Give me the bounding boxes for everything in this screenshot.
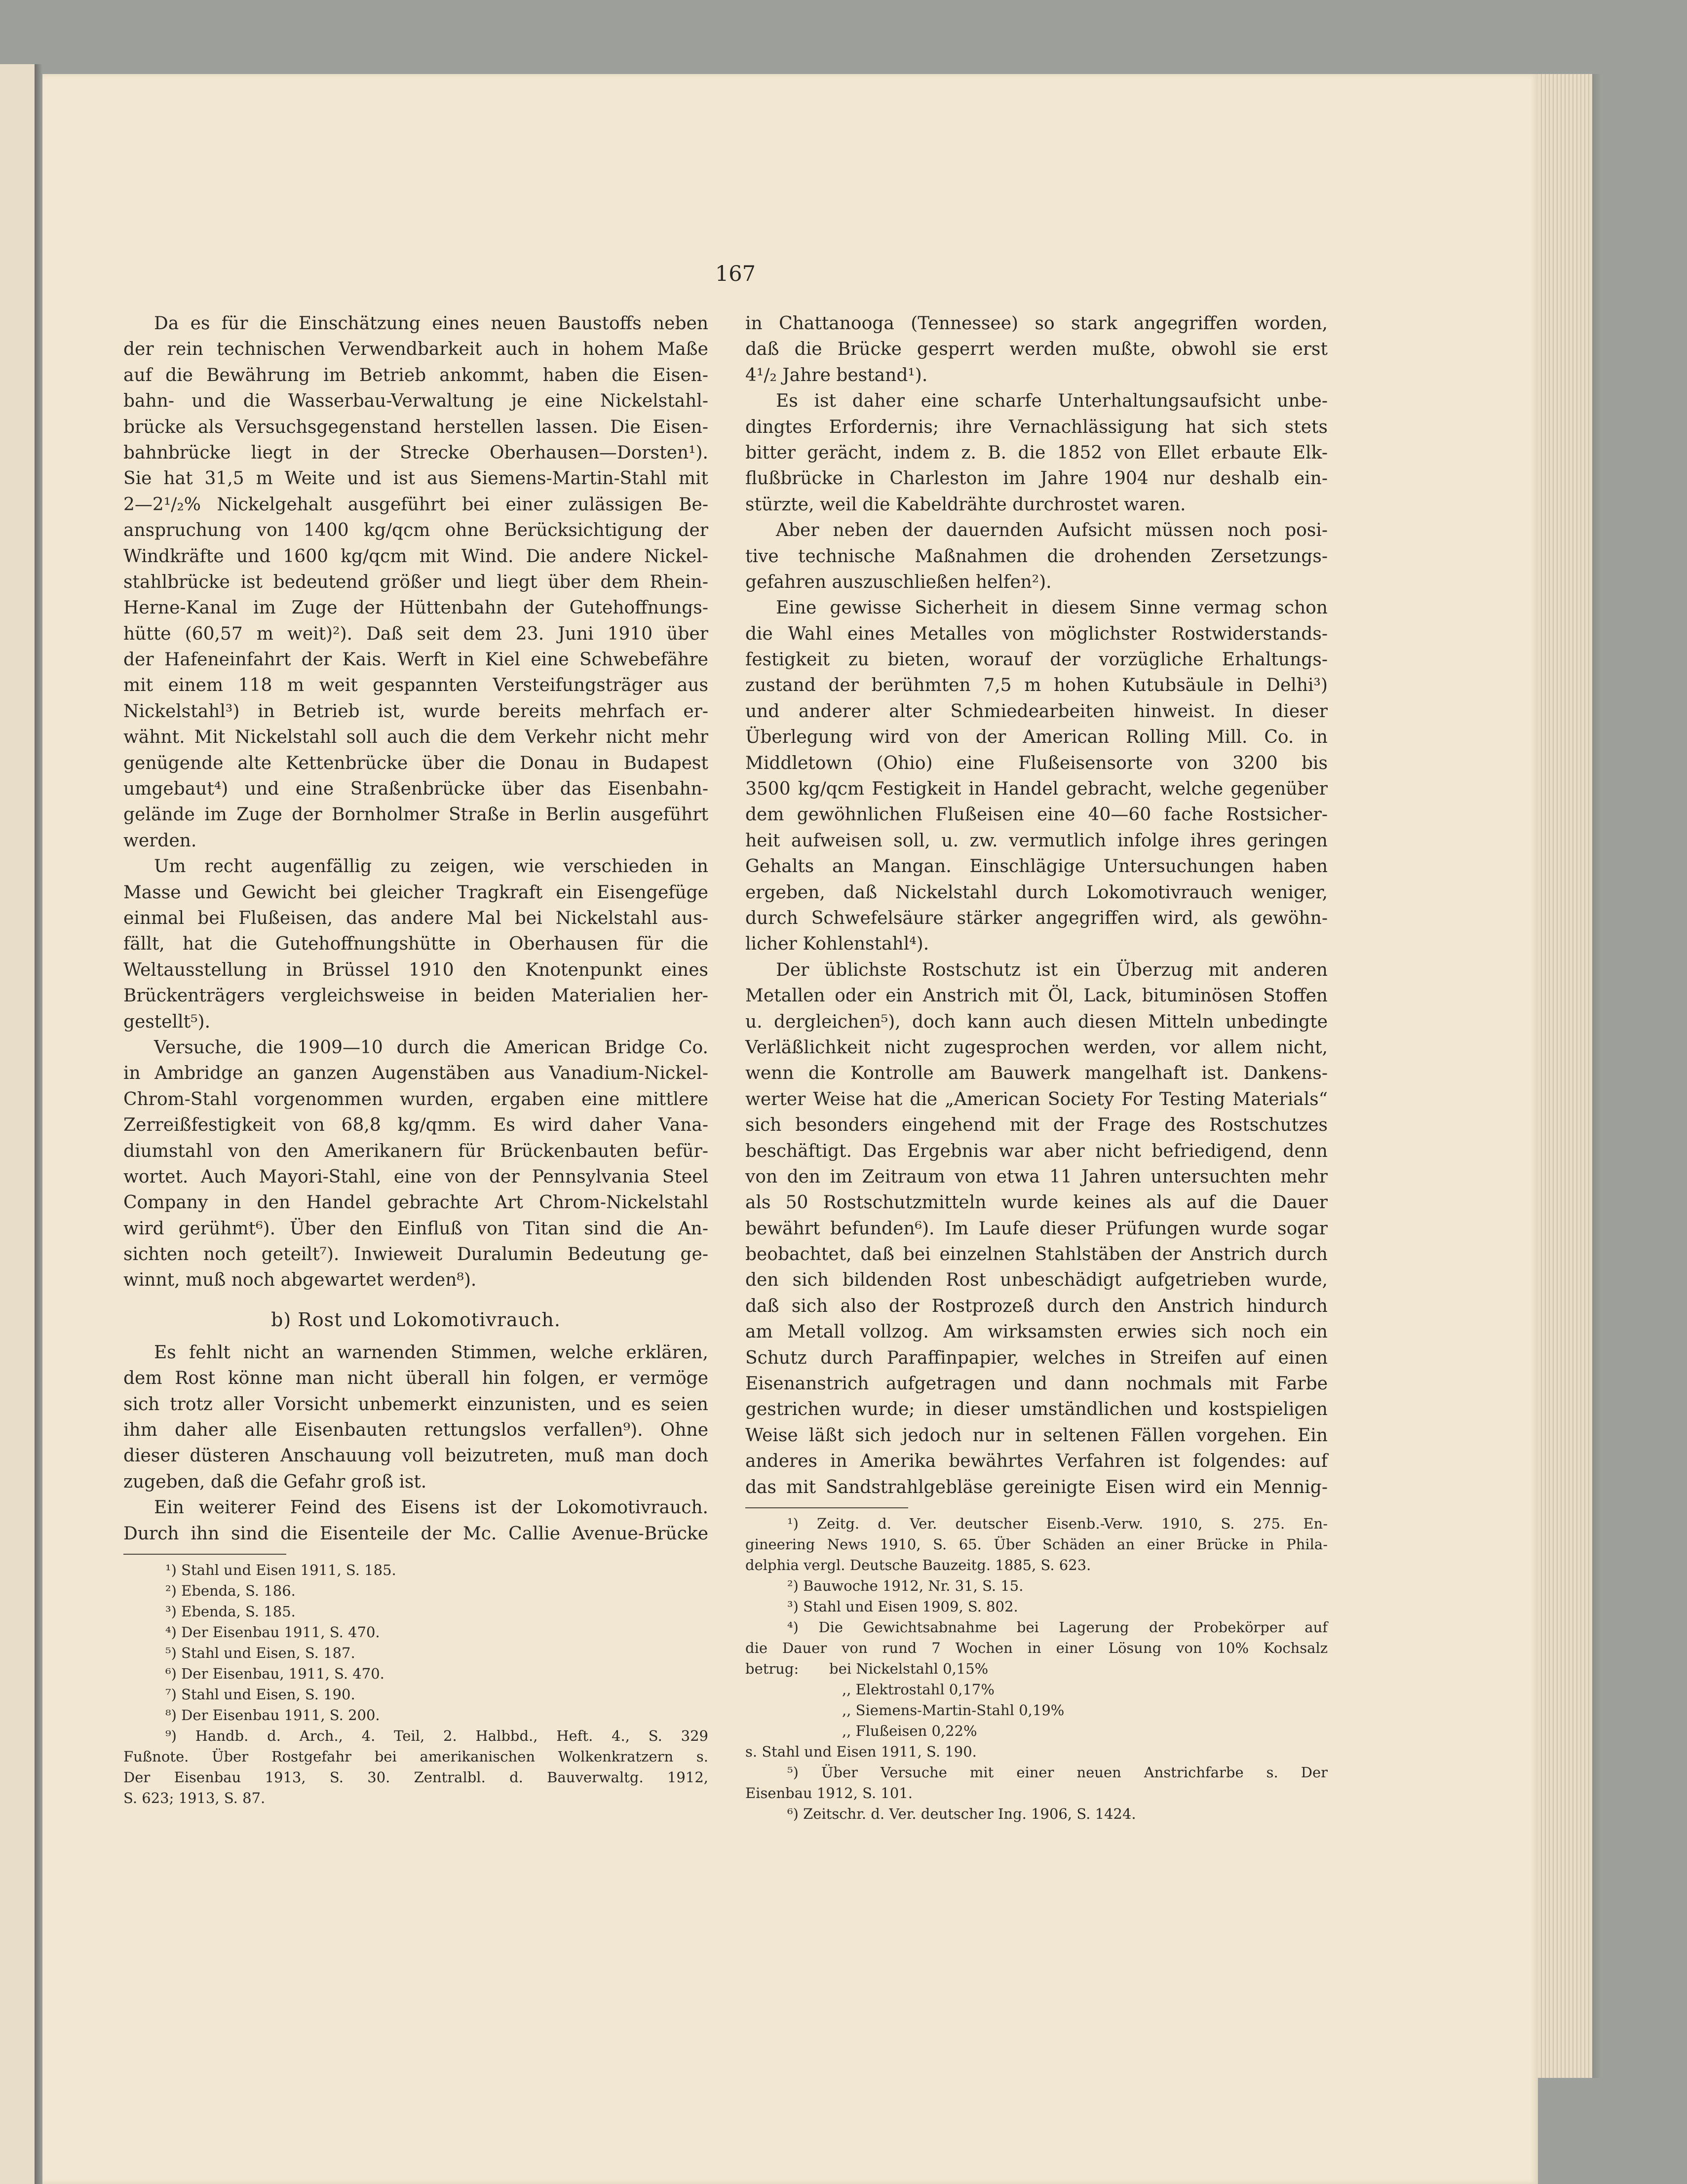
text-line: gestrichen wurde; in dieser umständlichen und kostspieligen [745,1399,1328,1420]
text-line: wortet. Auch Mayori-Stahl, eine von der Pennsylvania Steel [123,1166,708,1187]
footnote-table-cell: bei Nickelstahl 0,15% [829,1660,989,1677]
text-line: dieser düsteren Anschauung voll beizutreten, muß man doch [123,1446,708,1466]
text-line: am Metall vollzog. Am wirksamsten erwies sich noch ein [745,1322,1328,1342]
footnote: ¹) Zeitg. d. Ver. deutscher Eisenb.-Verw. 1910, S. 275. En- [787,1515,1328,1532]
text-line: Herne-Kanal im Zuge der Hüttenbahn der Gutehoffnungs- [123,598,708,618]
text-line: Weltausstellung in Brüssel 1910 den Knotenpunkt eines [123,959,708,980]
footnote-continuation: delphia vergl. Deutsche Bauzeitg. 1885, S. 623. [745,1556,1091,1573]
text-line: der Hafeneinfahrt der Kais. Werft in Kiel eine Schwebefähre [123,650,708,670]
page-stack-edge [1538,74,1592,2078]
footnote-rule [745,1507,908,1508]
text-line: zustand der berühmten 7,5 m hohen Kutubsäule in Delhi³) [745,675,1328,696]
text-line: anderes in Amerika bewährtes Verfahren ist folgendes: auf [745,1451,1328,1472]
text-line: der rein technischen Verwendbarkeit auch in hohem Maße [123,339,708,360]
paragraph [123,1035,708,1294]
text-line: Versuche, die 1909—10 durch die American Bridge Co. [154,1037,708,1058]
text-line: die Wahl eines Metalles von möglichster Rostwiderstands- [745,623,1328,644]
text-line: anspruchung von 1400 kg/qcm ohne Berücksichtigung der [123,520,708,541]
text-line: Der üblichste Rostschutz ist ein Überzug mit anderen [776,959,1328,980]
text-line: dem gewöhnlichen Flußeisen eine 40—60 fache Rostsicher- [745,805,1328,825]
text-line: Windkräfte und 1600 kg/qcm mit Wind. Die andere Nickel- [123,546,708,567]
footnote: ⁵) Stahl und Eisen, S. 187. [165,1644,355,1661]
footnotes [745,1513,1328,1824]
text-line: licher Kohlenstahl⁴). [745,934,929,955]
footnote-continuation: S. 623; 1913, S. 87. [123,1789,266,1806]
text-line: 4¹/₂ Jahre bestand¹). [745,365,928,385]
text-line: Brückenträgers vergleichsweise in beiden Materialien her- [123,986,708,1006]
text-line: u. dergleichen⁵), doch kann auch diesen Mitteln unbedingte [745,1011,1328,1032]
footnote-continuation: Der Eisenbau 1913, S. 30. Zentralbl. d. Bauverwaltg. 1912, [123,1768,708,1786]
text-line: stürzte, weil die Kabeldrähte durchrostet waren. [745,494,1186,515]
text-line: sichten noch geteilt⁷). Inwieweit Duralumin Bedeutung ge- [123,1244,708,1265]
text-line: Company in den Handel gebrachte Art Chrom-Nickelstahl [123,1192,708,1213]
page-number: 167 [715,262,756,286]
text-line: hütte (60,57 m weit)²). Daß seit dem 23. Juni 1910 über [123,623,708,644]
text-line: durch Schwefelsäure stärker angegriffen wird, als gewöhn- [745,908,1328,928]
footnotes [123,1560,708,1808]
footnote: ⁵) Über Versuche mit einer neuen Anstrichfarbe s. Der [787,1763,1328,1781]
footnote-continuation: Eisenbau 1912, S. 101. [745,1784,913,1801]
text-line: daß sich also der Rostprozeß durch den Anstrich hindurch [745,1296,1328,1316]
text-line: gefahren auszuschließen helfen²). [745,572,1052,592]
text-line: in Chattanooga (Tennessee) so stark angegriffen worden, [745,313,1328,334]
text-line: und anderer alter Schmiedearbeiten hinweist. In dieser [745,701,1328,722]
text-line: Aber neben der dauernden Aufsicht müssen noch posi- [776,520,1328,541]
text-line: wird gerühmt⁶). Über den Einfluß von Titan sind die An- [123,1218,708,1239]
text-line: Eine gewisse Sicherheit in diesem Sinne vermag schon [776,598,1328,618]
footnote-table-row: ,, Flußeisen 0,22% [842,1722,977,1739]
text-line: Middletown (Ohio) eine Flußeisensorte von 3200 bis [745,753,1328,773]
text-line: werter Weise hat die „American Society For Testing Materials“ [745,1089,1328,1110]
text-line: tive technische Maßnahmen die drohenden Zersetzungs- [745,546,1328,567]
text-line: von den im Zeitraum von etwa 11 Jahren untersuchten mehr [745,1166,1328,1187]
paragraph [745,958,1328,1500]
footnote-label: betrug: [745,1660,799,1677]
footnote: ²) Ebenda, S. 186. [165,1582,296,1599]
text-line: dingtes Erfordernis; ihre Vernachlässigung hat sich stets [745,417,1328,437]
footnote-rule [123,1554,286,1555]
text-line: fällt, hat die Gutehoffnungshütte in Oberhausen für die [123,934,708,955]
paragraph [745,595,1328,957]
footnote-table-row: ,, Siemens-Martin-Stahl 0,19% [842,1701,1065,1719]
text-line: gestellt⁵). [123,1011,211,1032]
text-line: Masse und Gewicht bei gleicher Tragkraft ein Eisengefüge [123,882,708,903]
text-line: 2—2¹/₂% Nickelgehalt ausgeführt bei einer zulässigen Be- [123,494,708,515]
left-column [123,311,708,1808]
text-line: winnt, muß noch abgewartet werden⁸). [123,1270,477,1291]
right-column [745,311,1328,1824]
footnote: ⁶) Der Eisenbau, 1911, S. 470. [165,1665,384,1682]
text-line: dem Rost könne man nicht überall hin folgen, er vermöge [123,1368,708,1389]
footnote-table-row [745,1658,1328,1679]
paragraph [123,1495,708,1547]
text-line: beschäftigt. Das Ergebnis war aber nicht befriedigend, denn [745,1141,1328,1161]
footnote: ⁴) Der Eisenbau 1911, S. 470. [165,1623,380,1641]
footnote: ³) Stahl und Eisen 1909, S. 802. [787,1598,1018,1615]
text-line: in Ambridge an ganzen Augenstäben aus Vanadium-Nickel- [123,1063,708,1084]
text-line: gelände im Zuge der Bornholmer Straße in Berlin ausgeführt [123,805,708,825]
footnote-continuation: gineering News 1910, S. 65. Über Schäden an einer Brücke in Phila- [745,1535,1328,1553]
text-line: ihm daher alle Eisenbauten rettungslos verfallen⁹). Ohne [123,1420,708,1441]
paragraph [745,388,1328,518]
text-line: sich trotz aller Vorsicht unbemerkt einzunisten, und es seien [123,1394,708,1415]
paragraph [123,854,708,1035]
text-line: brücke als Versuchsgegenstand herstellen lassen. Die Eisen- [123,417,708,437]
text-line: wenn die Kontrolle am Bauwerk mangelhaft ist. Dankens- [745,1063,1328,1084]
text-line: das mit Sandstrahlgebläse gereinigte Eisen wird ein Mennig- [745,1477,1328,1497]
text-line: heit aufweisen soll, u. zw. vermutlich infolge ihres geringen [745,830,1328,851]
text-line: umgebaut⁴) und eine Straßenbrücke über das Eisenbahn- [123,779,708,800]
binding-shadow [35,64,42,2184]
paragraph [745,518,1328,595]
text-line: Chrom-Stahl vorgenommen wurden, ergaben eine mittlere [123,1089,708,1110]
footnote-table-row: ,, Elektrostahl 0,17% [842,1681,995,1698]
text-line: sich besonders eingehend mit der Frage des Rostschutzes [745,1115,1328,1136]
text-line: bewährt befunden⁶). Im Laufe dieser Prüfungen wurde sogar [745,1218,1328,1239]
footnote: ⁹) Handb. d. Arch., 4. Teil, 2. Halbbd., Heft. 4., S. 329 [165,1727,708,1744]
text-line: Verläßlichkeit nicht zugesprochen werden, vor allem nicht, [745,1037,1328,1058]
footnote: ³) Ebenda, S. 185. [165,1603,296,1620]
footnote: ⁴) Die Gewichtsabnahme bei Lagerung der Probekörper auf [787,1618,1328,1636]
text-line: als 50 Rostschutzmitteln wurde keines als auf die Dauer [745,1192,1328,1213]
text-line: Sie hat 31,5 m Weite und ist aus Siemens-Martin-Stahl mit [123,468,708,489]
text-line: bitter gerächt, indem z. B. die 1852 von Ellet erbaute Elk- [745,442,1328,463]
footnote: ¹) Stahl und Eisen 1911, S. 185. [165,1561,396,1578]
text-line: festigkeit zu bieten, worauf der vorzügliche Erhaltungs- [745,650,1328,670]
text-line: mit einem 118 m weit gespannten Versteifungsträger aus [123,675,708,696]
text-line: den sich bildenden Rost unbeschädigt aufgetrieben wurde, [745,1270,1328,1291]
text-line: Durch ihn sind die Eisenteile der Mc. Callie Avenue-Brücke [123,1523,708,1544]
text-line: diumstahl von den Amerikanern für Brückenbauten befür- [123,1141,708,1161]
text-line: Weise läßt sich jedoch nur in seltenen Fällen vorgehen. Ein [745,1425,1328,1446]
text-line: werden. [123,830,197,851]
text-line: zugeben, daß die Gefahr groß ist. [123,1471,427,1492]
paragraph [745,311,1328,388]
text-line: stahlbrücke ist bedeutend größer und liegt über dem Rhein- [123,572,708,592]
text-line: Nickelstahl³) in Betrieb ist, wurde bereits mehrfach er- [123,701,708,722]
text-line: daß die Brücke gesperrt werden mußte, obwohl sie erst [745,339,1328,360]
footnote-continuation: die Dauer von rund 7 Wochen in einer Lösung von 10% Kochsalz [745,1639,1328,1656]
paragraph [123,311,708,854]
page-stack-shadow [1592,74,1601,2078]
text-line: Schutz durch Paraffinpapier, welches in Streifen auf einen [745,1347,1328,1368]
text-line: Eisenanstrich aufgetragen und dann nochmals mit Farbe [745,1374,1328,1394]
text-line: bahn- und die Wasserbau-Verwaltung je eine Nickelstahl- [123,391,708,412]
text-line: beobachtet, daß bei einzelnen Stahlstäben der Anstrich durch [745,1244,1328,1265]
text-line: 3500 kg/qcm Festigkeit in Handel gebracht, welche gegenüber [745,779,1328,800]
text-line: Gehalts an Mangan. Einschlägige Untersuchungen haben [745,856,1328,877]
text-line: genügende alte Kettenbrücke über die Donau in Budapest [123,753,708,773]
text-line: Metallen oder ein Anstrich mit Öl, Lack, bituminösen Stoffen [745,986,1328,1006]
text-line: Zerreißfestigkeit von 68,8 kg/qmm. Es wird daher Vana- [123,1115,708,1136]
text-line: auf die Bewährung im Betrieb ankommt, haben die Eisen- [123,365,708,385]
text-line: wähnt. Mit Nickelstahl soll auch die dem Verkehr nicht mehr [123,727,708,748]
paragraph [123,1340,708,1495]
footnote: ⁷) Stahl und Eisen, S. 190. [165,1686,355,1703]
text-line: Es fehlt nicht an warnenden Stimmen, welche erklären, [154,1342,708,1363]
text-line: ergeben, daß Nickelstahl durch Lokomotivrauch weniger, [745,882,1328,903]
text-line: einmal bei Flußeisen, das andere Mal bei Nickelstahl aus- [123,908,708,928]
text-line: Um recht augenfällig zu zeigen, wie verschieden in [154,856,708,877]
text-line: Da es für die Einschätzung eines neuen Baustoffs neben [154,313,708,334]
text-line: Es ist daher eine scharfe Unterhaltungsaufsicht unbe- [776,391,1328,412]
text-line: Ein weiterer Feind des Eisens ist der Lokomotivrauch. [154,1497,708,1518]
footnote: ²) Bauwoche 1912, Nr. 31, S. 15. [787,1577,1024,1594]
footnote-continuation: s. Stahl und Eisen 1911, S. 190. [745,1743,977,1760]
footnote: ⁶) Zeitschr. d. Ver. deutscher Ing. 1906, S. 1424. [787,1805,1136,1822]
previous-page-edge [0,64,36,2184]
text-line: Überlegung wird von der American Rolling Mill. Co. in [745,727,1328,748]
section-heading: b) Rost und Lokomotivrauch. [271,1308,561,1331]
footnote: ⁸) Der Eisenbau 1911, S. 200. [165,1706,380,1724]
footnote-continuation: Fußnote. Über Rostgefahr bei amerikanischen Wolkenkratzern s. [123,1748,708,1765]
text-line: bahnbrücke liegt in der Strecke Oberhausen—Dorsten¹). [123,442,708,463]
text-line: flußbrücke in Charleston im Jahre 1904 nur deshalb ein- [745,468,1328,489]
